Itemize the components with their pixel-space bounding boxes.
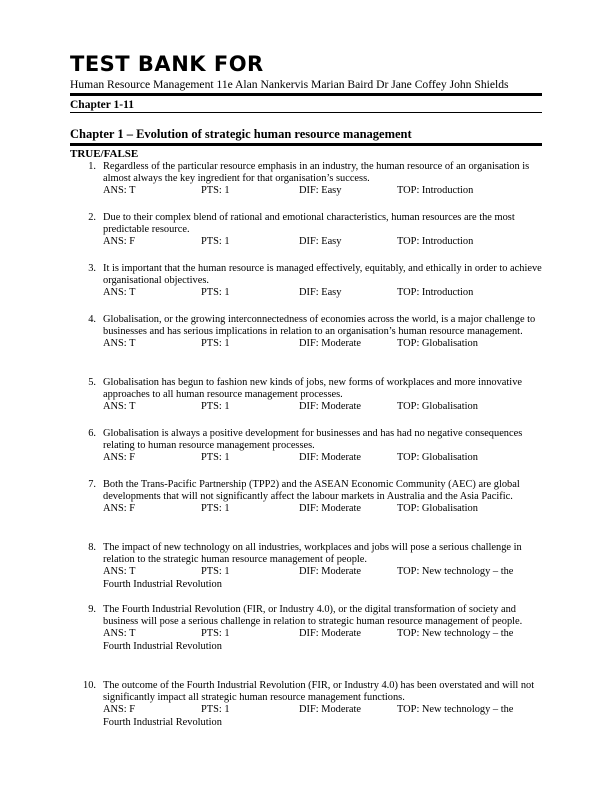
question-item — [70, 212, 550, 249]
points-value: PTS: 1 — [201, 236, 230, 248]
question-item — [70, 604, 550, 653]
points-value: PTS: 1 — [201, 566, 230, 578]
question-number: 3. — [88, 263, 96, 274]
difficulty-value: DIF: Moderate — [299, 401, 362, 413]
points-value: PTS: 1 — [201, 704, 230, 716]
question-number: 9. — [88, 604, 96, 615]
chapter-range: Chapter 1-11 — [70, 99, 134, 111]
question-item — [70, 314, 550, 351]
topic-value: TOP: New technology – the — [397, 704, 514, 716]
topic-continuation: Fourth Industrial Revolution — [103, 716, 222, 728]
question-meta — [103, 452, 550, 464]
answer-value: ANS: T — [103, 287, 136, 299]
answer-value: ANS: F — [103, 236, 136, 248]
question-text: Globalisation, or the growing interconnectedness of economies across the world, is a major challenge to businesses and has serious implications in relation to an organisation’s human resource management. — [103, 314, 536, 338]
question-meta — [103, 704, 550, 716]
difficulty-value: DIF: Moderate — [299, 704, 362, 716]
answer-value: ANS: F — [103, 503, 136, 515]
answer-value: ANS: T — [103, 338, 136, 350]
points-value: PTS: 1 — [201, 452, 230, 464]
difficulty-value: DIF: Moderate — [299, 503, 362, 515]
question-item — [70, 428, 550, 465]
answer-value: ANS: T — [103, 628, 136, 640]
section-heading: TRUE/FALSE — [70, 148, 139, 160]
answer-value: ANS: F — [103, 452, 136, 464]
topic-value: TOP: Globalisation — [397, 503, 478, 515]
chapter-range-rule — [70, 112, 542, 113]
topic-value: TOP: New technology – the — [397, 628, 514, 640]
question-number: 1. — [88, 161, 96, 172]
question-item — [70, 479, 550, 516]
topic-value: TOP: Introduction — [397, 236, 474, 248]
difficulty-value: DIF: Moderate — [299, 566, 362, 578]
topic-value: TOP: Globalisation — [397, 452, 478, 464]
question-item — [70, 161, 550, 198]
chapter-title-rule — [70, 143, 542, 146]
question-text: Regardless of the particular resource emphasis in an industry, the human resource of an organisation is almost always the key ingredient for that organisation’s success. — [103, 161, 530, 185]
answer-value: ANS: F — [103, 704, 136, 716]
question-item — [70, 542, 550, 591]
points-value: PTS: 1 — [201, 628, 230, 640]
points-value: PTS: 1 — [201, 503, 230, 515]
question-number: 10. — [83, 680, 96, 691]
question-meta — [103, 401, 550, 413]
difficulty-value: DIF: Easy — [299, 236, 342, 248]
chapter-title: Chapter 1 – Evolution of strategic human resource management — [70, 127, 412, 141]
question-text: The outcome of the Fourth Industrial Revolution (FIR, or Industry 4.0) has been overstated and will not significantly impact all strategic human resource management functions. — [103, 680, 535, 704]
question-item — [70, 680, 550, 729]
question-meta — [103, 338, 550, 350]
difficulty-value: DIF: Moderate — [299, 628, 362, 640]
points-value: PTS: 1 — [201, 287, 230, 299]
question-text: Due to their complex blend of rational and emotional characteristics, human resources are the most predictable resource. — [103, 212, 515, 236]
question-number: 7. — [88, 479, 96, 490]
question-number: 6. — [88, 428, 96, 439]
topic-continuation: Fourth Industrial Revolution — [103, 640, 222, 652]
difficulty-value: DIF: Moderate — [299, 338, 362, 350]
question-meta — [103, 503, 550, 515]
question-number: 4. — [88, 314, 96, 325]
question-text: Both the Trans-Pacific Partnership (TPP2) and the ASEAN Economic Community (AEC) are global developments that will not significantly affect the labour markets in Australia and the Asia Pacific. — [103, 479, 520, 503]
topic-value: TOP: Globalisation — [397, 338, 478, 350]
question-item — [70, 377, 550, 414]
topic-value: TOP: Globalisation — [397, 401, 478, 413]
question-number: 2. — [88, 212, 96, 223]
question-meta — [103, 185, 550, 197]
answer-value: ANS: T — [103, 566, 136, 578]
book-subtitle: Human Resource Management 11e Alan Nankervis Marian Baird Dr Jane Coffey John Shields — [70, 78, 509, 91]
question-text: Globalisation is always a positive development for businesses and has had no negative consequences relating to human resource management processes. — [103, 428, 523, 452]
points-value: PTS: 1 — [201, 401, 230, 413]
difficulty-value: DIF: Easy — [299, 185, 342, 197]
difficulty-value: DIF: Easy — [299, 287, 342, 299]
question-text: Globalisation has begun to fashion new kinds of jobs, new forms of workplaces and more innovative approaches to all human resource management processes. — [103, 377, 523, 401]
difficulty-value: DIF: Moderate — [299, 452, 362, 464]
question-meta — [103, 628, 550, 640]
question-meta — [103, 566, 550, 578]
question-text: It is important that the human resource is managed effectively, equitably, and ethically in order to achieve organisational objectives. — [103, 263, 542, 287]
topic-value: TOP: New technology – the — [397, 566, 514, 578]
question-meta — [103, 287, 550, 299]
header-rule — [70, 93, 542, 96]
topic-continuation: Fourth Industrial Revolution — [103, 578, 222, 590]
page-title: TEST BANK FOR — [70, 52, 264, 76]
question-meta — [103, 236, 550, 248]
question-number: 5. — [88, 377, 96, 388]
question-number: 8. — [88, 542, 96, 553]
question-text: The Fourth Industrial Revolution (FIR, or Industry 4.0), or the digital transformation of society and business will pose a serious challenge in relation to strategic human resource management of people. — [103, 604, 523, 628]
question-text: The impact of new technology on all industries, workplaces and jobs will pose a serious challenge in relation to the strategic human resource management of people. — [103, 542, 522, 566]
topic-value: TOP: Introduction — [397, 185, 474, 197]
points-value: PTS: 1 — [201, 185, 230, 197]
topic-value: TOP: Introduction — [397, 287, 474, 299]
points-value: PTS: 1 — [201, 338, 230, 350]
answer-value: ANS: T — [103, 401, 136, 413]
question-item — [70, 263, 550, 300]
answer-value: ANS: T — [103, 185, 136, 197]
